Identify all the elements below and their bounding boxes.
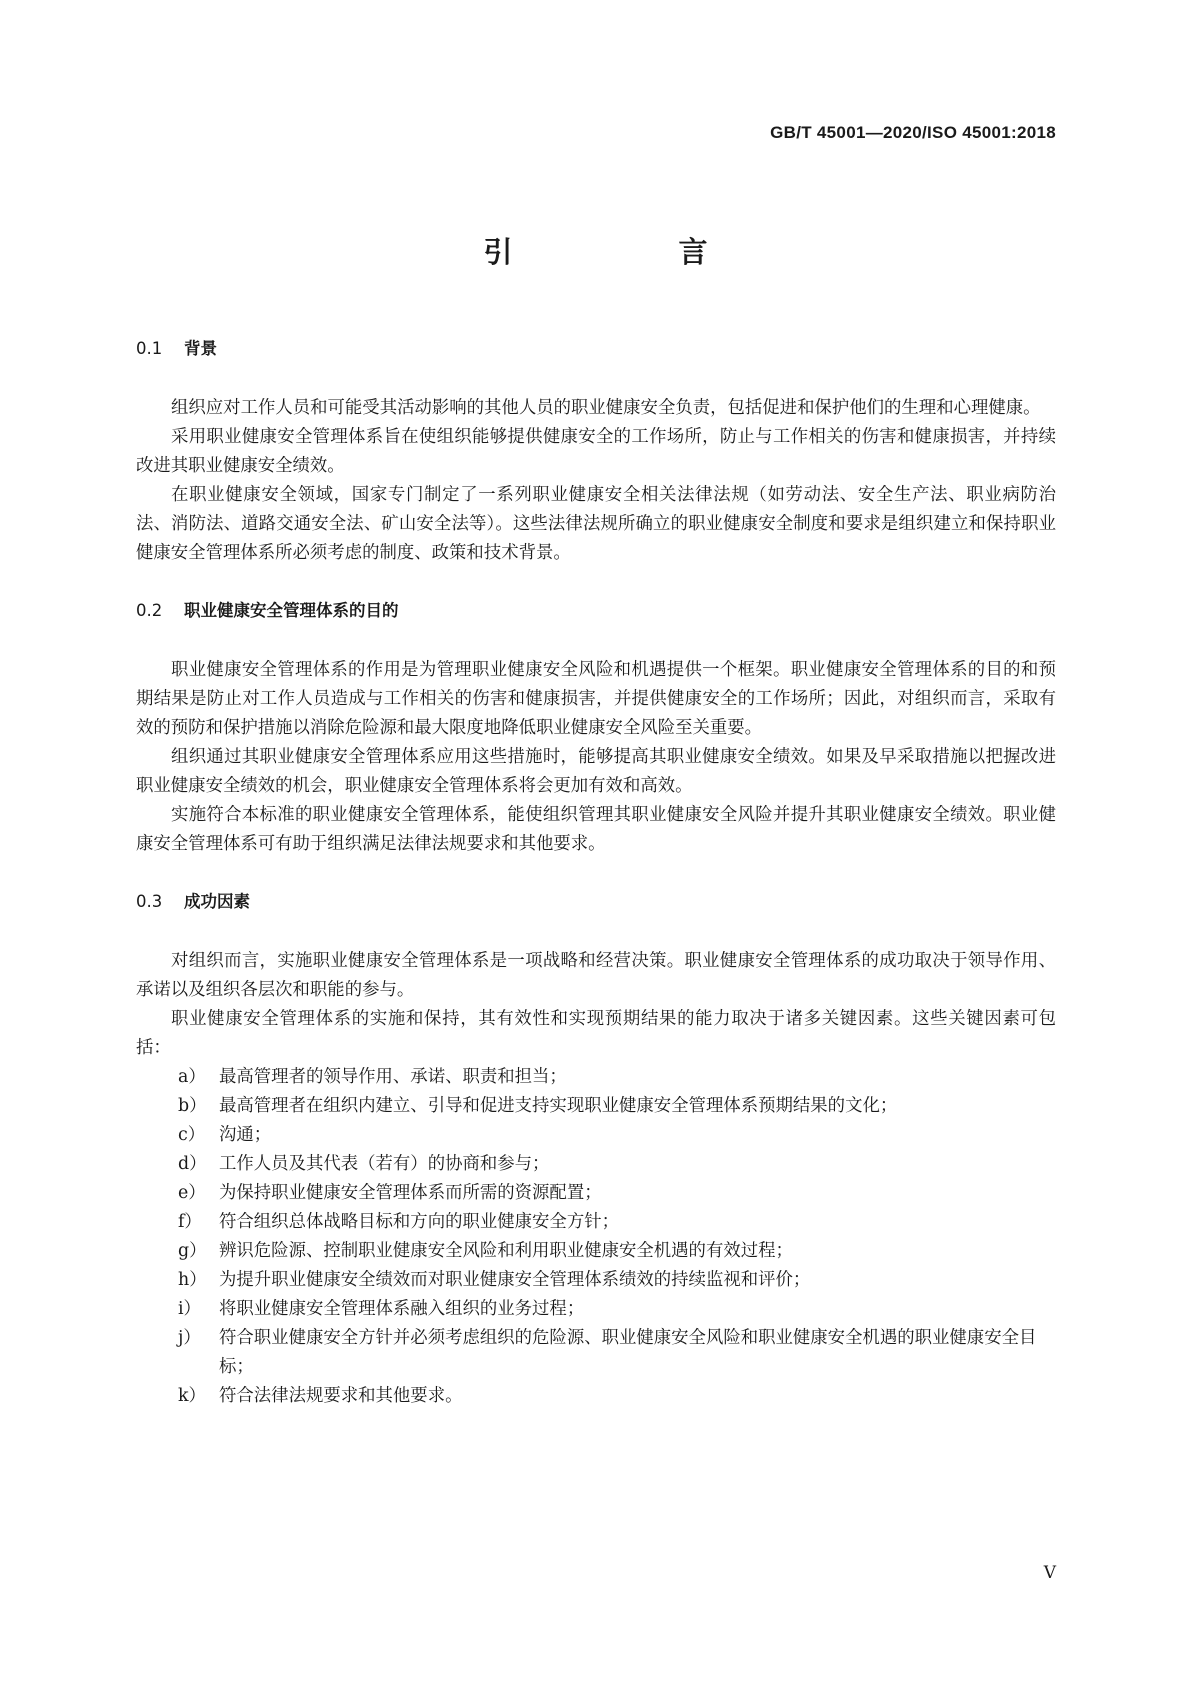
list-item (136, 1150, 1056, 1179)
list-item (136, 1063, 1056, 1092)
list-item (136, 1266, 1056, 1295)
list-item-text: 符合职业健康安全方针并必须考虑组织的危险源、职业健康安全风险和职业健康安全机遇的职业健康安全目标； (219, 1328, 1037, 1377)
document-body (136, 338, 1056, 1443)
list-item (136, 1382, 1056, 1411)
list-item (136, 1092, 1056, 1121)
page-title: 引 言 (483, 235, 744, 269)
key-factors-list (136, 1063, 1056, 1411)
paragraph: 职业健康安全管理体系的实施和保持，其有效性和实现预期结果的能力取决于诸多关键因素。这些关键因素可包括： (136, 1009, 1056, 1058)
list-marker: d） (178, 1154, 207, 1174)
section-number: 0.1 (136, 339, 163, 358)
list-marker: e） (178, 1183, 206, 1203)
section-heading (136, 338, 1056, 360)
paragraph: 实施符合本标准的职业健康安全管理体系，能使组织管理其职业健康安全风险并提升其职业健康安全绩效。职业健康安全管理体系可有助于组织满足法律法规要求和其他要求。 (136, 805, 1056, 854)
list-marker: a） (178, 1067, 206, 1087)
list-marker: h） (178, 1270, 207, 1290)
list-item (136, 1208, 1056, 1237)
section-number: 0.2 (136, 601, 163, 620)
list-marker: i） (178, 1299, 201, 1319)
list-item-text: 辨识危险源、控制职业健康安全风险和利用职业健康安全机遇的有效过程； (219, 1241, 793, 1261)
paragraph: 在职业健康安全领域，国家专门制定了一系列职业健康安全相关法律法规（如劳动法、安全生产法、职业病防治法、消防法、道路交通安全法、矿山安全法等）。这些法律法规所确立的职业健康安全制度和要求是组织建立和保持职业健康安全管理体系所必须考虑的制度、政策和技术背景。 (136, 485, 1056, 563)
list-item-text: 最高管理者的领导作用、承诺、职责和担当； (219, 1067, 567, 1087)
section-success-factors (136, 891, 1056, 1411)
section-title: 成功因素 (184, 892, 250, 911)
paragraph: 组织通过其职业健康安全管理体系应用这些措施时，能够提高其职业健康安全绩效。如果及早采取措施以把握改进职业健康安全绩效的机会，职业健康安全管理体系将会更加有效和高效。 (136, 747, 1056, 796)
list-item-text: 最高管理者在组织内建立、引导和促进支持实现职业健康安全管理体系预期结果的文化； (219, 1096, 898, 1116)
list-item-text: 将职业健康安全管理体系融入组织的业务过程； (219, 1299, 585, 1319)
paragraph: 对组织而言，实施职业健康安全管理体系是一项战略和经营决策。职业健康安全管理体系的成功取决于领导作用、承诺以及组织各层次和职能的参与。 (136, 951, 1056, 1000)
list-item (136, 1295, 1056, 1324)
list-marker: c） (178, 1125, 206, 1145)
paragraph: 职业健康安全管理体系的作用是为管理职业健康安全风险和机遇提供一个框架。职业健康安全管理体系的目的和预期结果是防止对工作人员造成与工作相关的伤害和健康损害，并提供健康安全的工作场所；因此，对组织而言，采取有效的预防和保护措施以消除危险源和最大限度地降低职业健康安全风险至关重要。 (136, 660, 1056, 738)
standard-number: GB/T 45001—2020/ISO 45001:2018 (770, 123, 1056, 142)
section-heading (136, 891, 1056, 913)
list-item (136, 1179, 1056, 1208)
list-item (136, 1121, 1056, 1150)
section-purpose (136, 600, 1056, 859)
list-item-text: 沟通； (219, 1125, 272, 1145)
section-number: 0.3 (136, 892, 163, 911)
list-marker: j） (178, 1328, 201, 1348)
list-item-text: 为保持职业健康安全管理体系而所需的资源配置； (219, 1183, 602, 1203)
list-marker: g） (178, 1241, 207, 1261)
section-heading (136, 600, 1056, 622)
paragraph: 采用职业健康安全管理体系旨在使组织能够提供健康安全的工作场所，防止与工作相关的伤害和健康损害，并持续改进其职业健康安全绩效。 (136, 427, 1056, 476)
list-item (136, 1324, 1056, 1382)
paragraph: 组织应对工作人员和可能受其活动影响的其他人员的职业健康安全负责，包括促进和保护他们的生理和心理健康。 (171, 398, 1041, 418)
section-title: 职业健康安全管理体系的目的 (184, 601, 399, 620)
list-item-text: 工作人员及其代表（若有）的协商和参与； (219, 1154, 550, 1174)
list-item-text: 符合法律法规要求和其他要求。 (219, 1386, 463, 1406)
section-title: 背景 (184, 339, 217, 358)
list-marker: b） (178, 1096, 207, 1116)
page-number: V (1043, 1563, 1056, 1583)
section-background (136, 338, 1056, 568)
list-marker: k） (178, 1386, 206, 1406)
list-item-text: 符合组织总体战略目标和方向的职业健康安全方针； (219, 1212, 619, 1232)
list-item-text: 为提升职业健康安全绩效而对职业健康安全管理体系绩效的持续监视和评价； (219, 1270, 811, 1290)
list-marker: f） (178, 1212, 202, 1232)
list-item (136, 1237, 1056, 1266)
